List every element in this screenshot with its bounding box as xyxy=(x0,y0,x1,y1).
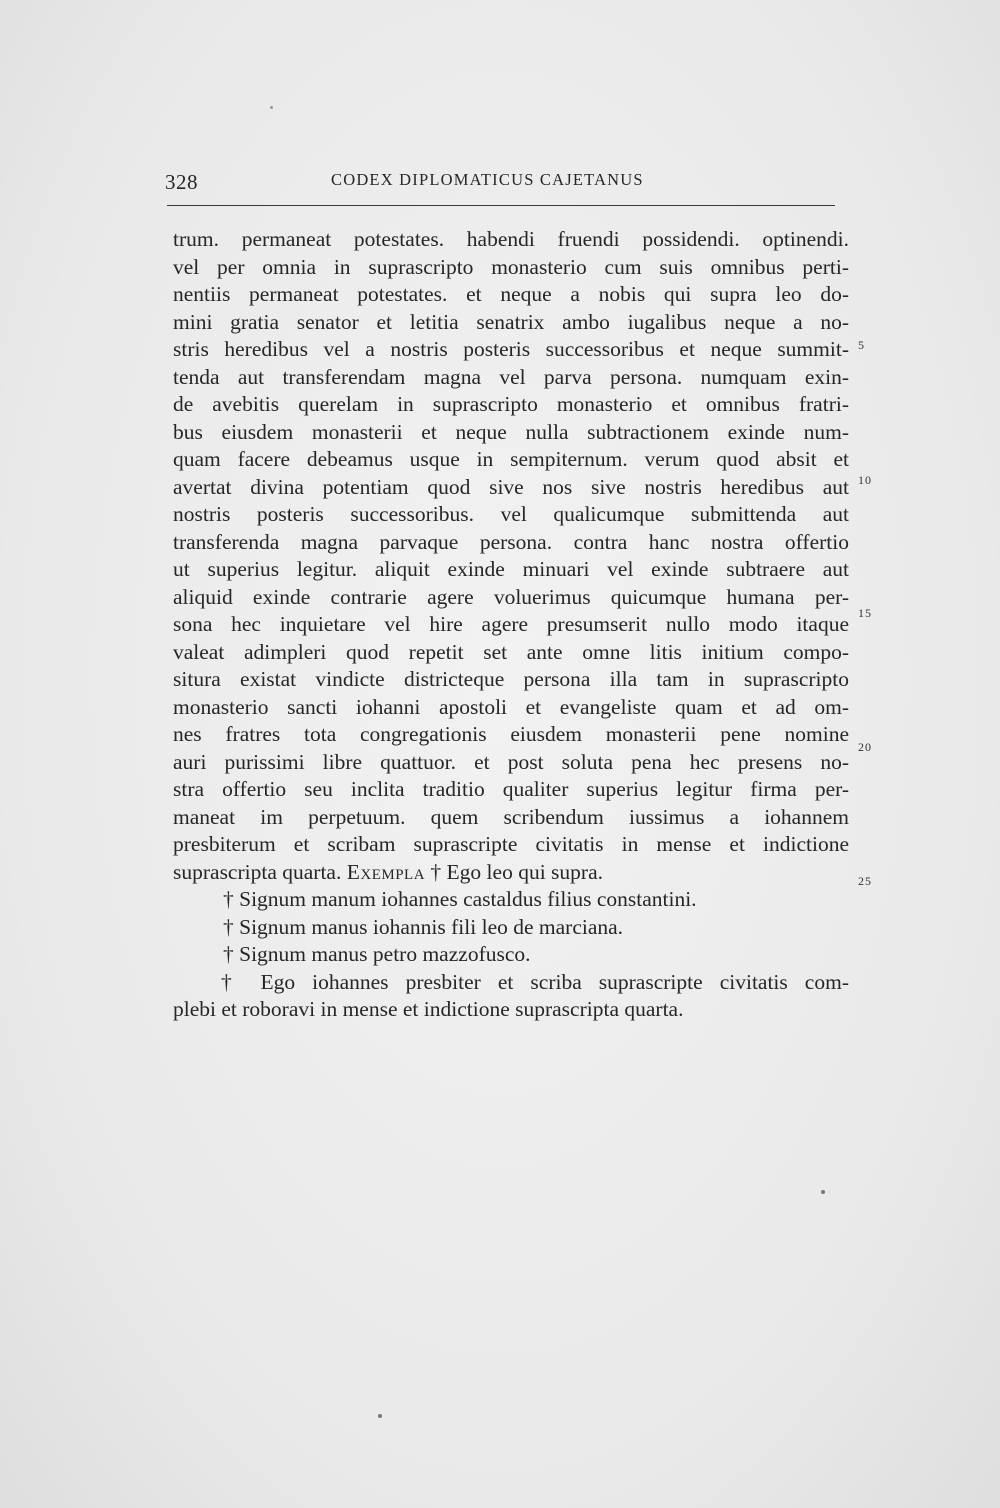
text-line: monasterio sancti iohanni apostoli et evangeliste quam et ad om- xyxy=(173,694,849,719)
signature-line: † Ego iohannes presbiter et scriba suprascripte civitatis com- xyxy=(221,969,849,994)
paper-speck xyxy=(270,106,273,109)
text-line: nes fratres tota congregationis eiusdem monasterii pene nomine xyxy=(173,722,849,746)
text-line: trum. permaneat potestates. habendi fruendi possidendi. optinendi. xyxy=(173,227,849,251)
running-title: CODEX DIPLOMATICUS CAJETANUS xyxy=(331,170,644,189)
text-line: valeat adimpleri quod repetit set ante omne litis initium compo- xyxy=(173,639,849,664)
text-line: auri purissimi libre quattuor. et post soluta pena hec presens no- xyxy=(173,749,849,774)
text-line: situra existat vindicte districteque persona illa tam in suprascripto xyxy=(173,667,849,691)
signature-line: † Signum manus iohannis fili leo de marciana. xyxy=(223,914,624,939)
document-body xyxy=(173,226,849,1024)
text-line: ut superius legitur. aliquit exinde minuari vel exinde subtraere aut xyxy=(173,557,849,581)
line-number-margin: 20 xyxy=(858,740,872,754)
text-line: sona hec inquietare vel hire agere presumserit nullo modo itaque xyxy=(173,612,849,636)
text-line: mini gratia senator et letitia senatrix ambo iugalibus neque a no- xyxy=(173,309,849,334)
text-line: de avebitis querelam in suprascripto monasterio et omnibus fratri- xyxy=(173,392,849,416)
signature-line: † Signum manum iohannes castaldus filius constantini. xyxy=(223,887,697,911)
text-line: transferenda magna parvaque persona. contra hanc nostra offertio xyxy=(173,529,849,554)
page-number: 328 xyxy=(165,170,198,194)
text-line: stris heredibus vel a nostris posteris successoribus et neque summit- xyxy=(173,337,849,361)
text-line: tenda aut transferendam magna vel parva persona. numquam exin- xyxy=(173,364,849,389)
text-line: nentiis permaneat potestates. et neque a nobis qui supra leo do- xyxy=(173,282,849,306)
closing-line: plebi et roboravi in mense et indictione suprascripta quarta. xyxy=(173,997,684,1021)
text-line: maneat im perpetuum. quem scribendum iussimus a iohannem xyxy=(173,804,849,829)
page-header xyxy=(165,164,835,194)
text-line-exempla xyxy=(173,859,849,887)
line-number-margin: 10 xyxy=(858,473,872,487)
line-number-margin: 25 xyxy=(858,874,872,888)
exempla-before: suprascripta quarta. xyxy=(173,859,342,884)
text-line: aliquid exinde contrarie agere voluerimus quicumque humana per- xyxy=(173,584,849,609)
text-line: quam facere debeamus usque in sempiternum. verum quod absit et xyxy=(173,447,849,471)
line-number-margin: 5 xyxy=(858,338,865,352)
paper-speck xyxy=(821,1190,825,1194)
text-line: stra offertio seu inclita traditio qualiter superius legitur firma per- xyxy=(173,777,849,801)
header-rule xyxy=(167,205,835,206)
text-line: bus eiusdem monasterii et neque nulla subtractionem exinde num- xyxy=(173,419,849,444)
exempla-after: † Ego leo qui supra. xyxy=(430,859,603,884)
text-line: vel per omnia in suprascripto monasterio cum suis omnibus perti- xyxy=(173,254,849,279)
text-line: presbiterum et scribam suprascripte civitatis in mense et indictione xyxy=(173,832,849,856)
text-line: nostris posteris successoribus. vel qualicumque submittenda aut xyxy=(173,502,849,526)
line-number-margin: 15 xyxy=(858,606,872,620)
signature-line: † Signum manus petro mazzofusco. xyxy=(223,942,531,966)
paper-speck xyxy=(378,1414,382,1418)
text-line: avertat divina potentiam quod sive nos sive nostris heredibus aut xyxy=(173,474,849,499)
exempla-label: Exempla xyxy=(346,859,426,884)
